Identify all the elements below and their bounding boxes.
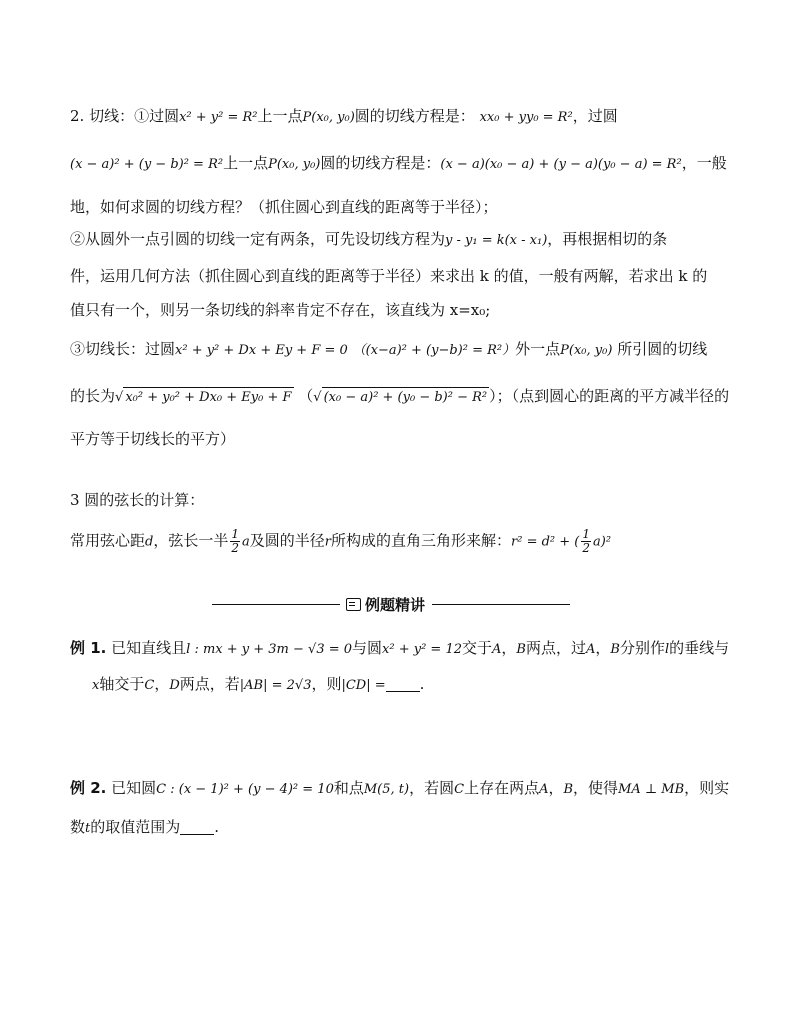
math: A <box>539 782 549 797</box>
text: ③切线长：过圆 <box>70 340 176 358</box>
text: ，过圆 <box>572 107 618 125</box>
text: 外一点 <box>515 340 561 358</box>
text: ，使得 <box>573 779 619 797</box>
text: 所引圆的切线 <box>617 340 708 358</box>
text: . <box>419 675 425 693</box>
text: （ <box>298 387 314 405</box>
example-1-line-2 <box>92 674 424 696</box>
tangent-line-4 <box>70 229 667 251</box>
text: ）；（点到圆心的距离的平方减半径的 <box>489 387 730 405</box>
text: 已知直线且 <box>111 639 187 657</box>
text: 数 <box>70 818 86 836</box>
text: ， <box>501 639 517 657</box>
math: MA ⊥ MB <box>618 782 685 797</box>
text: ， <box>154 675 170 693</box>
divider-right <box>432 604 570 605</box>
text: 的垂线与 <box>669 639 730 657</box>
example-2-line-2 <box>70 817 219 839</box>
math: r² = d² + ( <box>511 534 580 550</box>
text: 2. 切线：①过圆 <box>70 107 180 125</box>
text: 所构成的直角三角形来解： <box>331 531 512 550</box>
text: 交于 <box>462 639 493 657</box>
math: B <box>563 782 574 797</box>
text: 上存在两点 <box>464 779 540 797</box>
math: B <box>516 642 526 657</box>
math: x² + y² = R² <box>179 110 258 125</box>
math: P(x₀, y₀) <box>560 343 613 358</box>
text: ，则实 <box>684 779 730 797</box>
math: C <box>144 678 155 693</box>
sqrt-expression: (x₀ − a)² + (y₀ − b)² − R² <box>322 387 490 408</box>
tangent-line-2 <box>70 153 727 175</box>
math: a)² <box>593 534 612 550</box>
text: ，一般 <box>681 154 727 172</box>
math: d <box>145 534 154 550</box>
math: A <box>586 642 596 657</box>
math: B <box>610 642 620 657</box>
text: ， <box>595 639 611 657</box>
denominator: 2 <box>582 541 591 555</box>
math: |CD| = <box>341 678 386 693</box>
text: ，则 <box>311 675 342 693</box>
denominator: 2 <box>231 541 239 555</box>
math: P(x₀, y₀) <box>302 110 355 125</box>
math: xx₀ + yy₀ = R² <box>479 110 573 125</box>
example-label: 例 2. <box>70 779 107 797</box>
math: t <box>85 821 91 836</box>
text: . <box>214 818 220 836</box>
text: 及圆的半径 <box>249 531 325 550</box>
example-label: 例 1. <box>70 639 107 657</box>
math: （(x−a)² + (y−b)² = R²） <box>352 343 516 358</box>
text: 分别作 <box>619 639 665 657</box>
chat-icon <box>346 598 361 611</box>
math: |AB| = 2√3 <box>239 678 312 693</box>
text: ，再根据相切的条 <box>547 230 668 248</box>
example-1-line-1 <box>70 638 729 660</box>
chord-line <box>70 528 611 555</box>
math: r <box>324 534 331 550</box>
math: l <box>664 642 670 657</box>
text: ，若圆 <box>409 779 455 797</box>
divider-label: 例题精讲 <box>365 596 426 614</box>
tangent-line-8 <box>70 386 729 408</box>
numerator: 1 <box>231 527 239 541</box>
example-2-line-1: 例 2. 已知圆C : (x − 1)² + (y − 4)² = 10和点M(5, t)，若圆C上存在两点A，B，使得MA ⊥ MB，则实 <box>70 779 730 797</box>
math: a <box>242 534 250 550</box>
tangent-line-5: 件，运用几何方法（抓住圆心到直线的距离等于半径）来求出 k 的值，一般有两解，若求出 k 的 <box>70 267 708 285</box>
text: ②从圆外一点引圆的切线一定有两条，可先设切线方程为 <box>70 230 446 248</box>
text: 和点 <box>333 779 364 797</box>
divider-left <box>212 604 340 605</box>
math: D <box>169 678 180 693</box>
math: l : mx + y + 3m − √3 = 0 <box>186 642 353 657</box>
text: 两点，过 <box>525 639 586 657</box>
text: 的取值范围为 <box>90 818 181 836</box>
tangent-line-6: 值只有一个，则另一条切线的斜率肯定不存在，该直线为 x=x₀; <box>70 301 491 319</box>
math: (x − a)² + (y − b)² = R² <box>70 157 224 172</box>
answer-blank[interactable] <box>386 677 420 692</box>
text: 已知圆 <box>111 779 157 797</box>
numerator: 1 <box>582 527 591 541</box>
text: 两点，若 <box>179 675 240 693</box>
text: 轴交于 <box>99 675 145 693</box>
text: ，弦长一半 <box>153 531 229 550</box>
fraction <box>581 528 591 555</box>
math: P(x₀, y₀) <box>268 157 321 172</box>
tangent-line-7 <box>70 339 707 361</box>
section-divider-title <box>346 594 425 615</box>
tangent-line-3: 地，如何求圆的切线方程？（抓住圆心到直线的距离等于半径）； <box>70 198 498 216</box>
tangent-line-9: 平方等于切线长的平方） <box>70 430 236 448</box>
fraction <box>230 528 240 555</box>
text: 上一点 <box>223 154 269 172</box>
text: 的长为 <box>70 387 116 405</box>
text: 圆的切线方程是： <box>320 154 441 172</box>
text: 常用弦心距 <box>70 531 146 550</box>
text: 上一点 <box>257 107 303 125</box>
math: M(5, t) <box>363 782 410 797</box>
math: (x − a)(x₀ − a) + (y − a)(y₀ − a) = R² <box>440 157 682 172</box>
sqrt-symbol: √ <box>115 390 124 405</box>
sqrt-expression: x₀² + y₀² + Dx₀ + Ey₀ + F <box>123 387 293 408</box>
math: x² + y² + Dx + Ey + F = 0 <box>175 343 348 358</box>
math: y - y₁ = k(x - x₁) <box>445 233 548 248</box>
chord-title: 3 圆的弦长的计算： <box>70 491 205 509</box>
math: x² + y² = 12 <box>382 642 462 657</box>
math: C <box>454 782 465 797</box>
text: 圆的切线方程是： <box>354 107 475 125</box>
text: 与圆 <box>352 639 383 657</box>
answer-blank[interactable] <box>180 820 214 835</box>
tangent-line-1 <box>70 106 618 128</box>
math: x <box>92 678 100 693</box>
sqrt-symbol: √ <box>313 390 322 405</box>
math: A <box>492 642 502 657</box>
math: C : (x − 1)² + (y − 4)² = 10 <box>156 782 334 797</box>
